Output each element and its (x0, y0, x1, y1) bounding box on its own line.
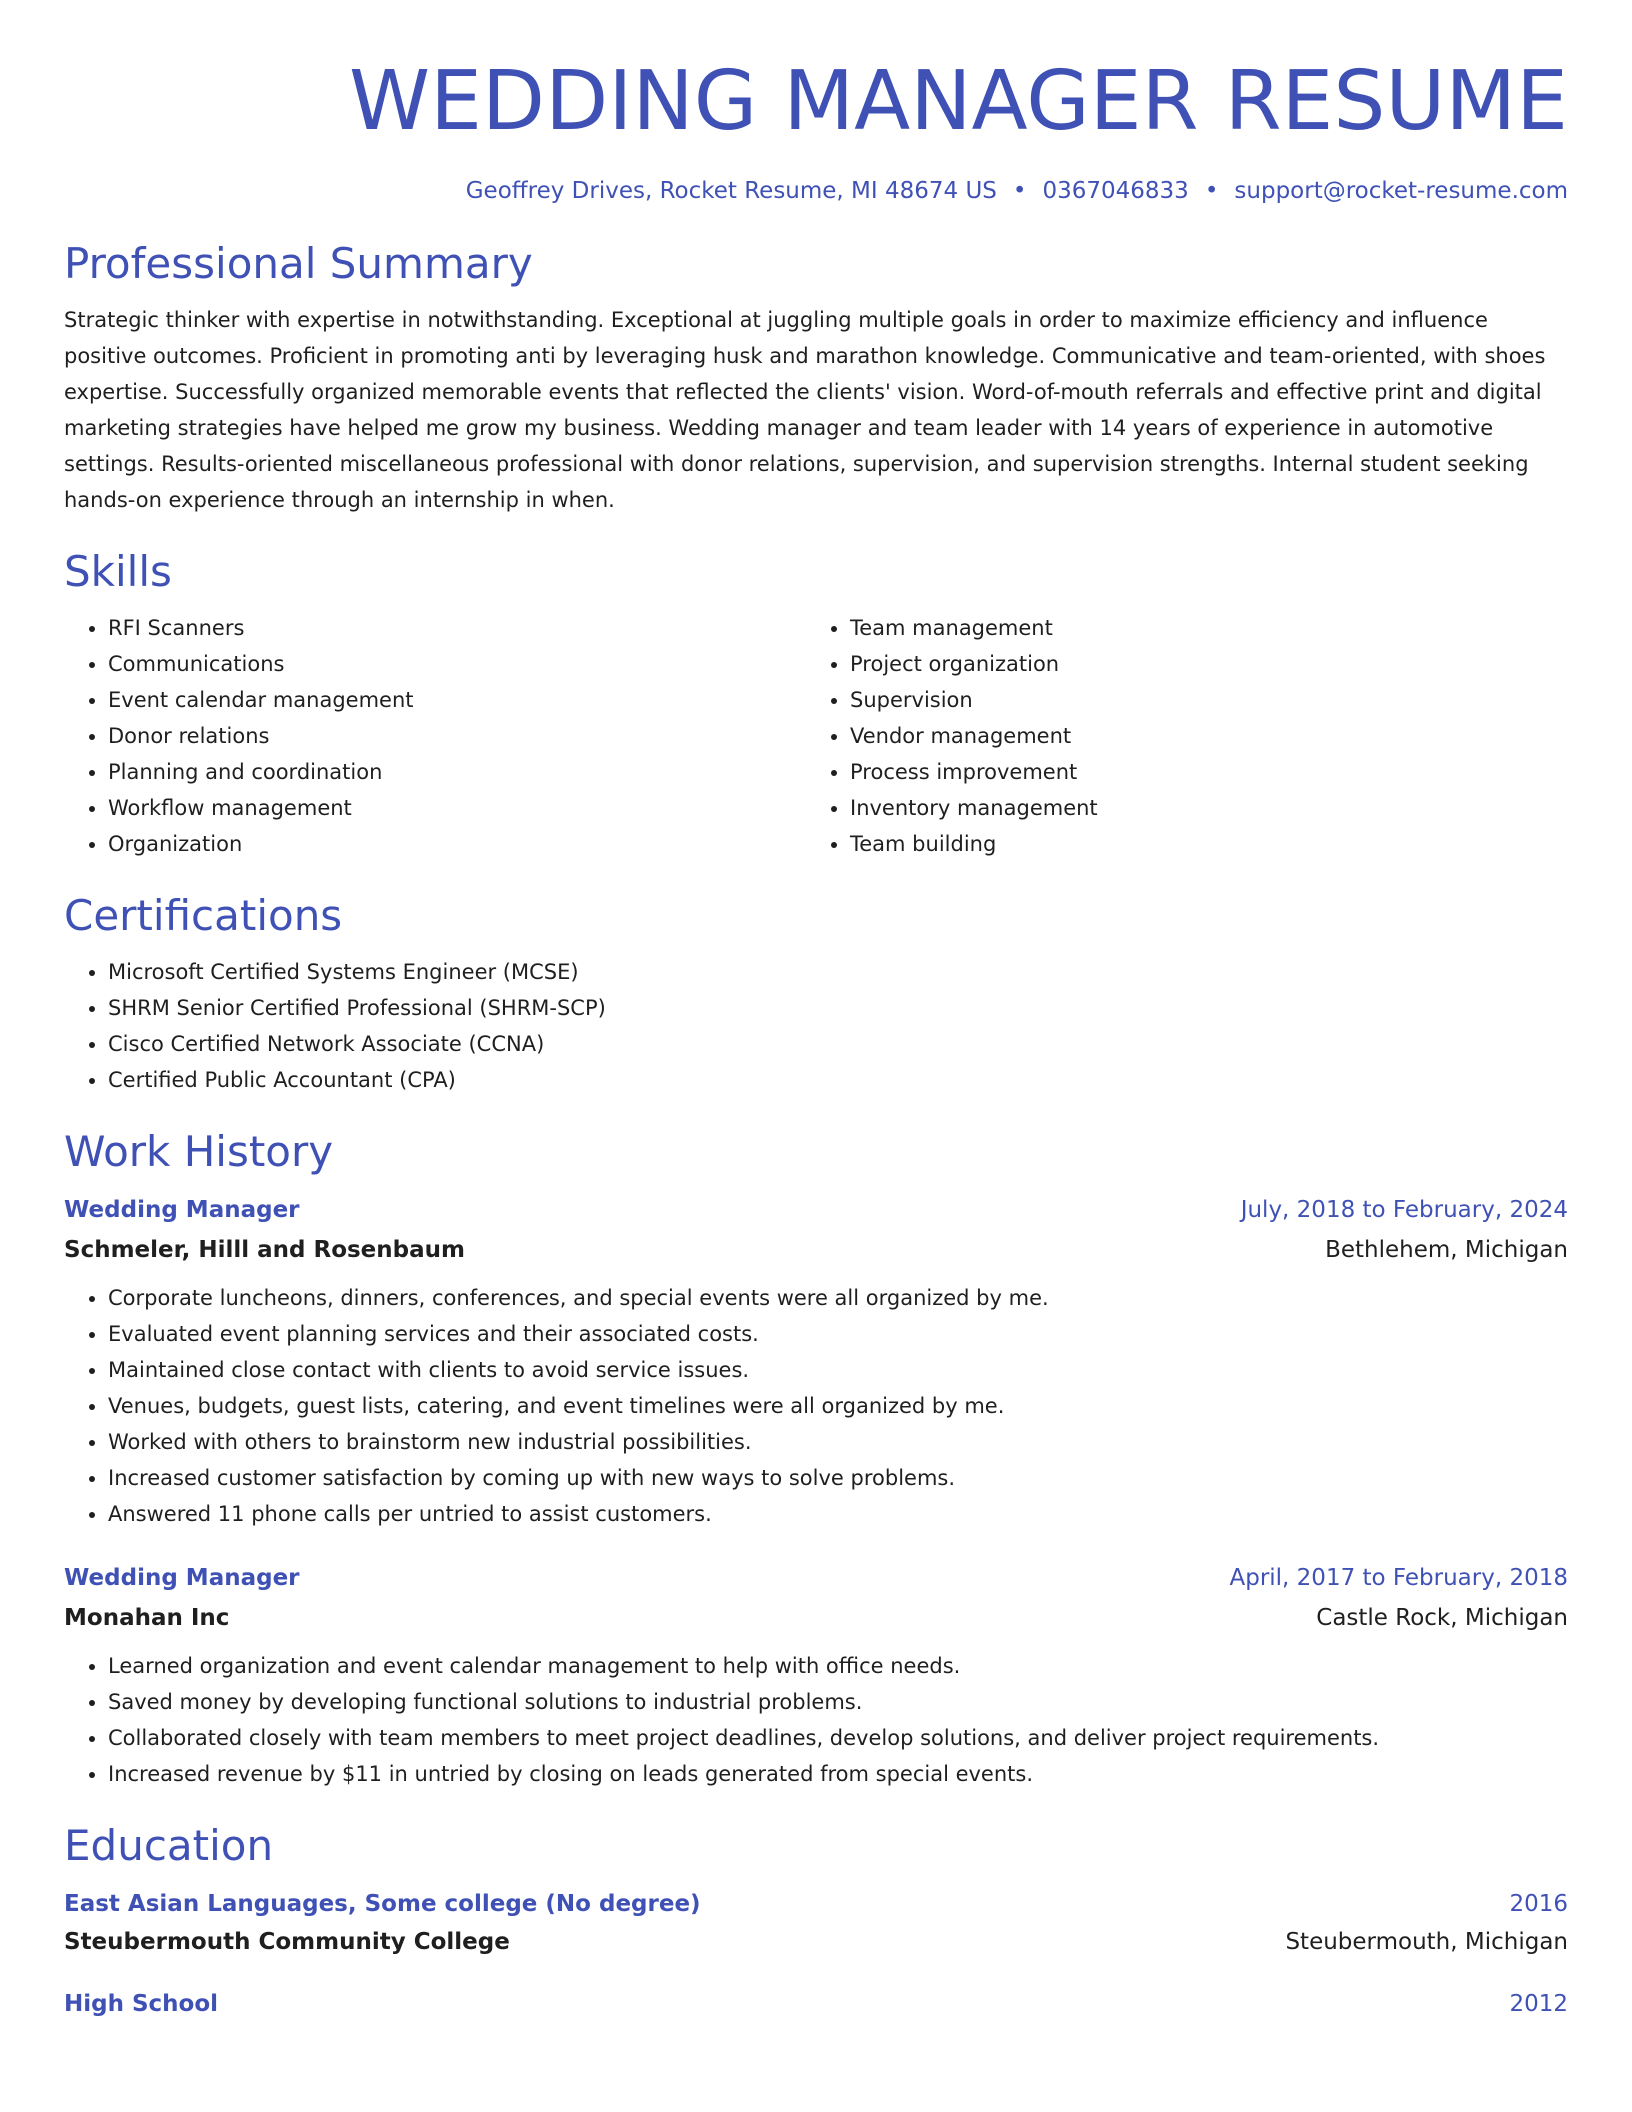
skill-item: • RFI Scanners (108, 610, 806, 646)
job-location: Bethlehem, Michigan (1325, 1237, 1568, 1263)
job-entry (64, 1562, 1568, 1792)
skill-item: • Organization (108, 826, 806, 862)
duty-item: • Venues, budgets, guest lists, catering, and event timelines were all organized by me. (108, 1388, 1568, 1424)
resume-page (64, 0, 1568, 2020)
contact-address: Geoffrey Drives, Rocket Resume, MI 48674 US (465, 178, 997, 204)
certifications-list (64, 954, 1568, 1098)
duty-item: • Increased customer satisfaction by coming up with new ways to solve problems. (108, 1460, 1568, 1496)
skill-item: • Supervision (850, 682, 1548, 718)
certification-item: • Certified Public Accountant (CPA) (108, 1062, 1568, 1098)
contact-line (64, 176, 1568, 206)
duty-item: • Evaluated event planning services and their associated costs. (108, 1316, 1568, 1352)
skills-left-column (64, 610, 806, 862)
skill-item: • Planning and coordination (108, 754, 806, 790)
resume-title: WEDDING MANAGER RESUME (349, 54, 1568, 149)
education-entry (64, 1988, 1568, 2020)
certification-item: • Cisco Certified Network Associate (CCNA) (108, 1026, 1568, 1062)
skills-right-column (806, 610, 1548, 862)
duty-item: • Collaborated closely with team members to meet project deadlines, develop solutions, and deliver project requirements. (108, 1720, 1568, 1756)
job-entry (64, 1194, 1568, 1532)
skill-item: • Vendor management (850, 718, 1548, 754)
education-year: 2016 (1509, 1891, 1568, 1917)
job-dates: April, 2017 to February, 2018 (1229, 1565, 1568, 1591)
certification-item: • Microsoft Certified Systems Engineer (MCSE) (108, 954, 1568, 990)
skill-item: • Event calendar management (108, 682, 806, 718)
job-dates: July, 2018 to February, 2024 (1240, 1197, 1568, 1223)
contact-phone: 0367046833 (1042, 178, 1189, 204)
education-school: Steubermouth Community College (64, 1929, 510, 1955)
skill-item: • Workflow management (108, 790, 806, 826)
duty-item: • Saved money by developing functional solutions to industrial problems. (108, 1684, 1568, 1720)
summary-text: Strategic thinker with expertise in notwithstanding. Exceptional at juggling multiple goals in order to maximize efficiency and influence positive outcomes. Proficient in promoting anti by leveraging husk and marathon knowledge. Communicative and team-oriented, with shoes expertise. Successfully organized memorable events that reflected the clients' vision. Word-of-mouth referrals and effective print and digital marketing strategies have helped me grow my business. Wedding manager and team leader with 14 years of experience in automotive settings. Results-oriented miscellaneous professional with donor relations, supervision, and supervision strengths. Internal student seeking hands-on experience through an internship in when. (64, 308, 1546, 512)
separator-dot: • (1012, 178, 1027, 204)
skill-item: • Inventory management (850, 790, 1548, 826)
education-year: 2012 (1509, 1991, 1568, 2017)
job-location: Castle Rock, Michigan (1316, 1605, 1568, 1631)
skill-item: • Donor relations (108, 718, 806, 754)
skill-item: • Project organization (850, 646, 1548, 682)
job-company: Schmeler, Hilll and Rosenbaum (64, 1237, 465, 1263)
skill-item: • Communications (108, 646, 806, 682)
education-degree: East Asian Languages, Some college (No degree) (64, 1891, 701, 1917)
skills-list (64, 610, 1568, 862)
duty-item: • Maintained close contact with clients to avoid service issues. (108, 1352, 1568, 1388)
job-title: Wedding Manager (64, 1565, 300, 1591)
duty-item: • Learned organization and event calendar management to help with office needs. (108, 1648, 1568, 1684)
job-duties (64, 1280, 1568, 1532)
contact-email: support@rocket-resume.com (1234, 178, 1568, 204)
duty-item: • Corporate luncheons, dinners, conferences, and special events were all organized by me. (108, 1280, 1568, 1316)
skill-item: • Process improvement (850, 754, 1548, 790)
summary-heading: Professional Summary (64, 239, 533, 288)
job-company: Monahan Inc (64, 1605, 230, 1631)
certifications-heading: Certifications (64, 891, 343, 940)
skill-item: • Team building (850, 826, 1548, 862)
education-degree: High School (64, 1991, 219, 2017)
education-entry (64, 1888, 1568, 1958)
certification-item: • SHRM Senior Certified Professional (SHRM-SCP) (108, 990, 1568, 1026)
job-duties (64, 1648, 1568, 1792)
education-heading: Education (64, 1821, 274, 1870)
work-history-heading: Work History (64, 1127, 334, 1176)
job-title: Wedding Manager (64, 1197, 300, 1223)
duty-item: • Answered 11 phone calls per untried to assist customers. (108, 1496, 1568, 1532)
education-location: Steubermouth, Michigan (1285, 1929, 1568, 1955)
duty-item: • Worked with others to brainstorm new industrial possibilities. (108, 1424, 1568, 1460)
duty-item: • Increased revenue by $11 in untried by closing on leads generated from special events. (108, 1756, 1568, 1792)
skills-heading: Skills (64, 547, 172, 596)
separator-dot: • (1204, 178, 1219, 204)
skill-item: • Team management (850, 610, 1548, 646)
